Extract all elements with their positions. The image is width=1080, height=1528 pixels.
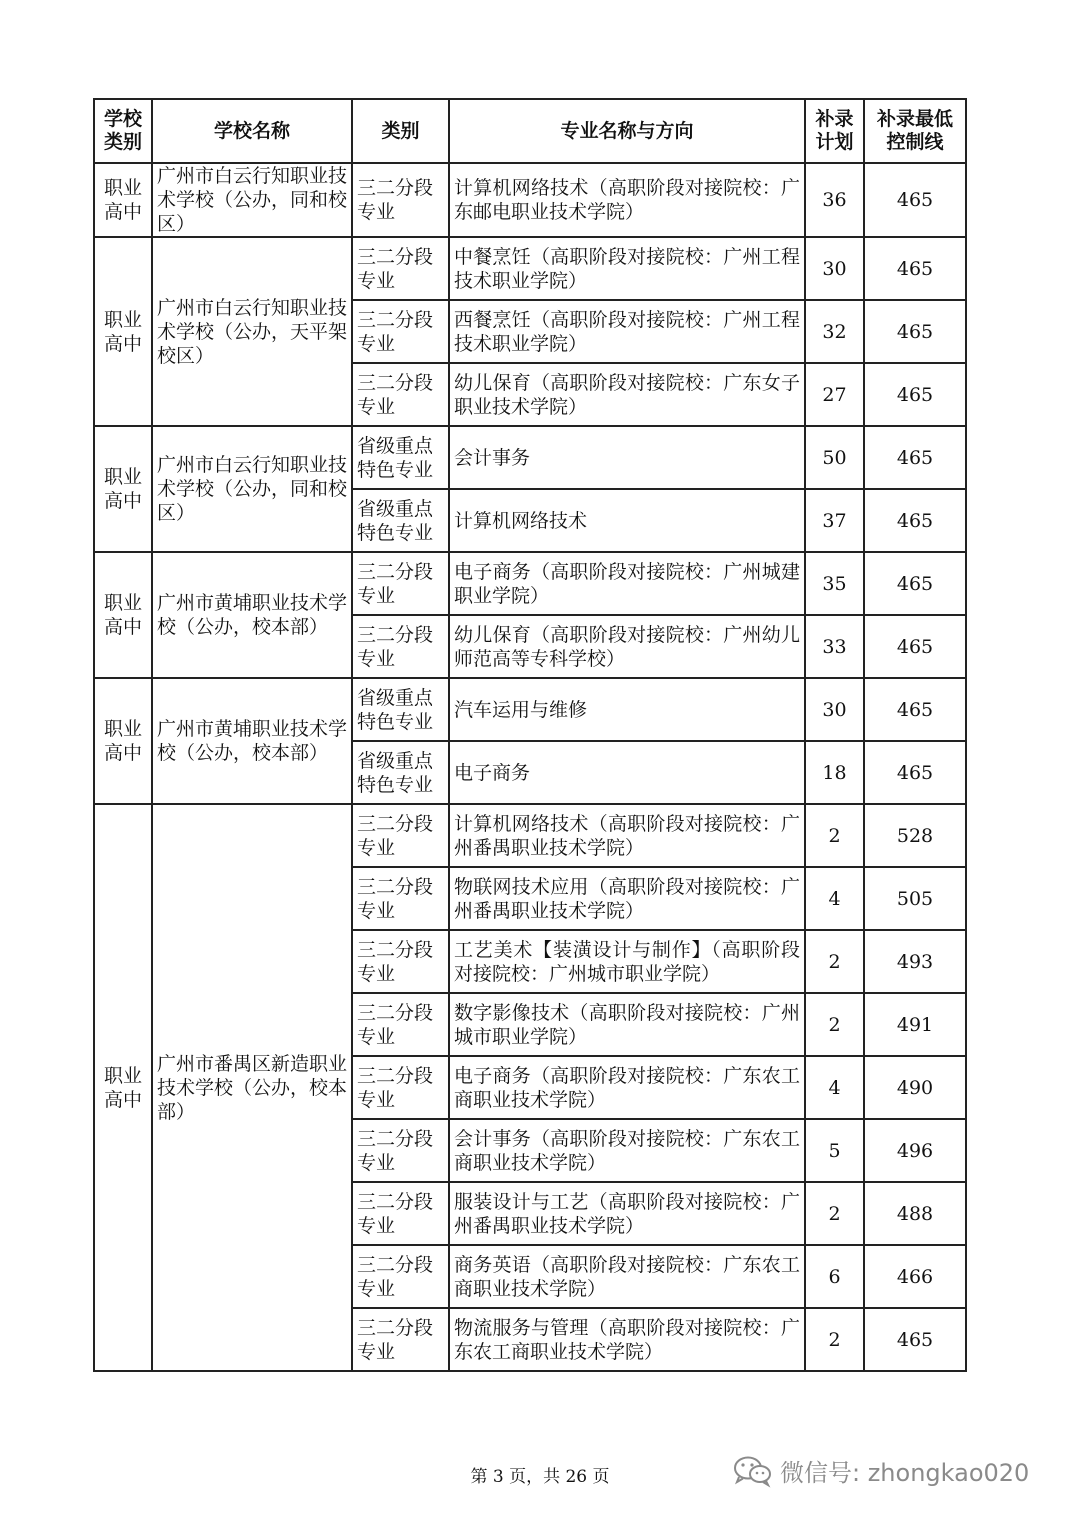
min-score-cell: 465	[864, 615, 966, 678]
plan-cell: 27	[805, 363, 864, 426]
category-cell: 三二分段专业	[352, 552, 449, 615]
page-number: 第 3 页，共 26 页	[470, 1467, 610, 1487]
plan-cell: 2	[805, 1308, 864, 1371]
category-cell: 三二分段专业	[352, 993, 449, 1056]
major-cell: 会计事务（高职阶段对接院校：广东农工商职业技术学院）	[449, 1119, 805, 1182]
header-min-score: 补录最低控制线	[864, 99, 966, 163]
category-cell: 三二分段专业	[352, 930, 449, 993]
table-body	[94, 163, 966, 1371]
major-cell: 服装设计与工艺（高职阶段对接院校：广州番禺职业技术学院）	[449, 1182, 805, 1245]
major-cell: 电子商务（高职阶段对接院校：广州城建职业学院）	[449, 552, 805, 615]
wechat-watermark	[732, 1453, 1029, 1488]
table-row	[94, 678, 966, 741]
category-cell: 三二分段专业	[352, 300, 449, 363]
category-cell: 三二分段专业	[352, 1308, 449, 1371]
min-score-cell: 496	[864, 1119, 966, 1182]
school-type-cell: 职业高中	[94, 804, 152, 1371]
school-name-cell: 广州市白云行知职业技术学校（公办，同和校区）	[152, 163, 352, 237]
major-cell: 电子商务	[449, 741, 805, 804]
category-cell: 三二分段专业	[352, 237, 449, 300]
major-cell: 物流服务与管理（高职阶段对接院校：广东农工商职业技术学院）	[449, 1308, 805, 1371]
category-cell: 三二分段专业	[352, 1119, 449, 1182]
table-row	[94, 552, 966, 615]
header-category: 类别	[352, 99, 449, 163]
min-score-cell: 505	[864, 867, 966, 930]
school-type-cell: 职业高中	[94, 237, 152, 426]
major-cell: 汽车运用与维修	[449, 678, 805, 741]
category-cell: 三二分段专业	[352, 1245, 449, 1308]
min-score-cell: 493	[864, 930, 966, 993]
major-cell: 数字影像技术（高职阶段对接院校：广州城市职业学院）	[449, 993, 805, 1056]
major-cell: 计算机网络技术	[449, 489, 805, 552]
major-cell: 幼儿保育（高职阶段对接院校：广东女子职业技术学院）	[449, 363, 805, 426]
header-school-type: 学校类别	[94, 99, 152, 163]
plan-cell: 32	[805, 300, 864, 363]
category-cell: 省级重点特色专业	[352, 741, 449, 804]
header-school-name: 学校名称	[152, 99, 352, 163]
plan-cell: 2	[805, 993, 864, 1056]
school-name-cell: 广州市番禺区新造职业技术学校（公办，校本部）	[152, 804, 352, 1371]
min-score-cell: 491	[864, 993, 966, 1056]
major-cell: 中餐烹饪（高职阶段对接院校：广州工程技术职业学院）	[449, 237, 805, 300]
major-cell: 计算机网络技术（高职阶段对接院校：广东邮电职业技术学院）	[449, 163, 805, 237]
plan-cell: 33	[805, 615, 864, 678]
watermark-text: 微信号: zhongkao020	[780, 1459, 1030, 1487]
major-cell: 物联网技术应用（高职阶段对接院校：广州番禺职业技术学院）	[449, 867, 805, 930]
category-cell: 三二分段专业	[352, 804, 449, 867]
plan-cell: 30	[805, 678, 864, 741]
min-score-cell: 465	[864, 163, 966, 237]
min-score-cell: 490	[864, 1056, 966, 1119]
school-type-cell: 职业高中	[94, 163, 152, 237]
school-name-cell: 广州市白云行知职业技术学校（公办，天平架校区）	[152, 237, 352, 426]
category-cell: 三二分段专业	[352, 867, 449, 930]
plan-cell: 2	[805, 1182, 864, 1245]
school-type-cell: 职业高中	[94, 678, 152, 804]
plan-cell: 50	[805, 426, 864, 489]
plan-cell: 2	[805, 930, 864, 993]
min-score-cell: 465	[864, 552, 966, 615]
table-row	[94, 804, 966, 867]
min-score-cell: 465	[864, 237, 966, 300]
plan-cell: 4	[805, 1056, 864, 1119]
min-score-cell: 465	[864, 489, 966, 552]
plan-cell: 6	[805, 1245, 864, 1308]
plan-cell: 5	[805, 1119, 864, 1182]
plan-cell: 35	[805, 552, 864, 615]
table-row	[94, 237, 966, 300]
major-cell: 商务英语（高职阶段对接院校：广东农工商职业技术学院）	[449, 1245, 805, 1308]
category-cell: 省级重点特色专业	[352, 678, 449, 741]
category-cell: 省级重点特色专业	[352, 489, 449, 552]
category-cell: 三二分段专业	[352, 163, 449, 237]
school-name-cell: 广州市黄埔职业技术学校（公办，校本部）	[152, 678, 352, 804]
header-plan: 补录计划	[805, 99, 864, 163]
min-score-cell: 465	[864, 741, 966, 804]
major-cell: 会计事务	[449, 426, 805, 489]
min-score-cell: 465	[864, 1308, 966, 1371]
school-name-cell: 广州市黄埔职业技术学校（公办，校本部）	[152, 552, 352, 678]
min-score-cell: 465	[864, 363, 966, 426]
category-cell: 三二分段专业	[352, 1182, 449, 1245]
admission-table	[93, 98, 967, 1372]
school-type-cell: 职业高中	[94, 552, 152, 678]
category-cell: 省级重点特色专业	[352, 426, 449, 489]
plan-cell: 4	[805, 867, 864, 930]
plan-cell: 30	[805, 237, 864, 300]
plan-cell: 36	[805, 163, 864, 237]
school-name-cell: 广州市白云行知职业技术学校（公办，同和校区）	[152, 426, 352, 552]
min-score-cell: 465	[864, 678, 966, 741]
plan-cell: 2	[805, 804, 864, 867]
header-row	[94, 99, 966, 163]
table-row	[94, 163, 966, 237]
min-score-cell: 465	[864, 300, 966, 363]
major-cell: 工艺美术【装潢设计与制作】（高职阶段对接院校：广州城市职业学院）	[449, 930, 805, 993]
plan-cell: 18	[805, 741, 864, 804]
category-cell: 三二分段专业	[352, 363, 449, 426]
major-cell: 幼儿保育（高职阶段对接院校：广州幼儿师范高等专科学校）	[449, 615, 805, 678]
min-score-cell: 528	[864, 804, 966, 867]
wechat-icon	[732, 1454, 774, 1488]
major-cell: 计算机网络技术（高职阶段对接院校：广州番禺职业技术学院）	[449, 804, 805, 867]
category-cell: 三二分段专业	[352, 1056, 449, 1119]
school-type-cell: 职业高中	[94, 426, 152, 552]
category-cell: 三二分段专业	[352, 615, 449, 678]
table-row	[94, 426, 966, 489]
plan-cell: 37	[805, 489, 864, 552]
min-score-cell: 466	[864, 1245, 966, 1308]
min-score-cell: 488	[864, 1182, 966, 1245]
major-cell: 西餐烹饪（高职阶段对接院校：广州工程技术职业学院）	[449, 300, 805, 363]
header-major: 专业名称与方向	[449, 99, 805, 163]
major-cell: 电子商务（高职阶段对接院校：广东农工商职业技术学院）	[449, 1056, 805, 1119]
min-score-cell: 465	[864, 426, 966, 489]
